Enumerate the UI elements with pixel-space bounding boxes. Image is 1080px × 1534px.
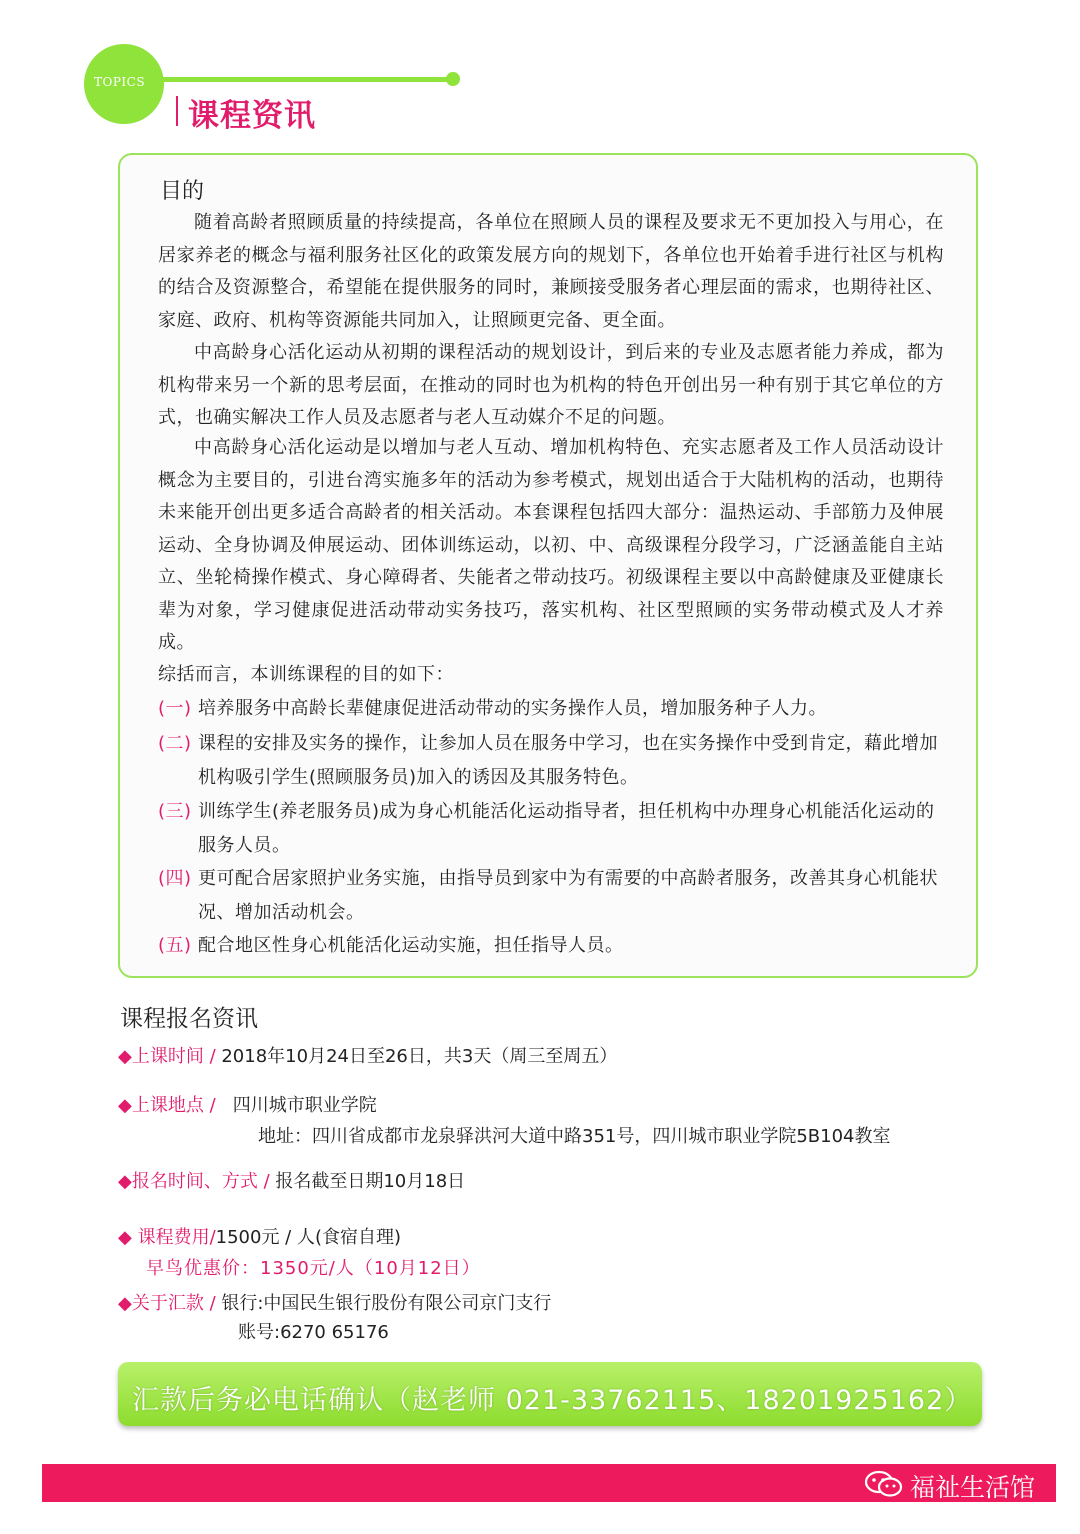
class-time-value: 2018年10月24日至26日，共3天（周三至周五） [221,1046,618,1067]
purpose-paragraph-1: 随着高龄者照顾质量的持续提高，各单位在照顾人员的课程及要求无不更加投入与用心，在居家养老的概念与福利服务社区化的政策发展方向的规划下，各单位也开始着手进行社区与机构的结合及资源整合，希望能在提供服务的同时，兼顾接受服务者心理层面的需求，也期待社区、家庭、政府、机构等资源能共同加入，让照顾更完备、更全面。 [158,212,944,331]
signup-value: 报名截至日期10月18日 [275,1171,466,1192]
header-divider-line [160,77,452,82]
goal-number: (二) [158,733,192,754]
purpose-paragraph-3: 中高龄身心活化运动是以增加与老人互动、增加机构特色、充实志愿者及工作人员活动设计概念为主要目的，引进台湾实施多年的活动为参考模式，规划出适合于大陆机构的活动，也期待未来能开创出更多适合高龄者的相关活动。本套课程包括四大部分：温热运动、手部筋力及伸展运动、全身协调及伸展运动、团体训练运动，以初、中、高级课程分段学习，广泛涵盖能自主站立、坐轮椅操作模式、身心障碍者、失能者之带动技巧。初级课程主要以中高龄健康及亚健康长辈为对象，学习健康促进活动带动实务技巧，落实机构、社区型照顾的实务带动模式及人才养成。 [158,437,944,653]
payment-label: 关于汇款 [131,1293,204,1314]
goal-number: (三) [158,801,192,822]
goal-item [158,929,944,963]
goal-number: (五) [158,935,192,956]
goal-item [158,727,944,794]
diamond-bullet-icon: ◆ [118,1171,132,1192]
class-time-row: ◆上课时间 / 2018年10月24日至26日，共3天（周三至周五） [118,1046,618,1067]
title-accent-bar [176,96,178,126]
wechat-icon [864,1470,904,1498]
purpose-paragraph-2: 中高龄身心活化运动从初期的课程活动的规划设计，到后来的专业及志愿者能力养成，都为机构带来另一个新的思考层面，在推动的同时也为机构的特色开创出另一种有别于其它单位的方式，也确实解决工作人员及志愿者与老人互动媒介不足的问题。 [158,342,944,428]
goal-item [158,692,944,726]
fee-value: 1500元 / 人(食宿自理) [215,1227,402,1248]
payment-row: ◆关于汇款 / 银行:中国民生银行股份有限公司京门支行 [118,1293,552,1314]
class-time-label: 上课时间 [131,1046,204,1067]
brand-name: 福祉生活馆 [910,1473,1036,1502]
class-address: 地址：四川省成都市龙泉驿洪河大道中路351号，四川城市职业学院5B104教室 [258,1126,891,1147]
payment-notice-text: 汇款后务必电话确认（赵老师 021-33762115、18201925162） [132,1385,973,1416]
topics-badge-label: TOPICS [94,75,146,89]
registration-heading: 课程报名资讯 [120,1006,258,1032]
diamond-bullet-icon: ◆ [118,1293,132,1314]
goal-number: (四) [158,868,192,889]
goal-item [158,795,944,862]
class-location-row: ◆上课地点 / 四川城市职业学院 [118,1095,377,1116]
bank-account: 账号:6270 65176 [238,1322,389,1343]
goal-text: 更可配合居家照护业务实施，由指导员到家中为有需要的中高龄者服务，改善其身心机能状况、增加活动机会。 [198,868,938,923]
fee-row: ◆ 课程费用/1500元 / 人(食宿自理) [118,1227,402,1248]
goal-number: (一) [158,698,192,719]
purpose-summary: 综括而言，本训练课程的目的如下： [158,664,454,685]
header-divider-dot [446,72,460,86]
diamond-bullet-icon: ◆ [118,1046,132,1067]
goal-text: 训练学生(养老服务员)成为身心机能活化运动指导者，担任机构中办理身心机能活化运动的服务人员。 [198,801,935,856]
bank-name: 银行:中国民生银行股份有限公司京门支行 [221,1293,552,1314]
diamond-bullet-icon: ◆ [118,1095,132,1116]
goal-text: 课程的安排及实务的操作，让参加人员在服务中学习，也在实务操作中受到肯定，藉此增加机构吸引学生(照顾服务员)加入的诱因及其服务特色。 [198,733,938,788]
goal-text: 培养服务中高龄长辈健康促进活动带动的实务操作人员，增加服务种子人力。 [198,698,827,719]
page-title: 课程资讯 [188,98,316,134]
goal-item [158,862,944,929]
diamond-bullet-icon: ◆ [118,1227,132,1248]
signup-row: ◆报名时间、方式 / 报名截至日期10月18日 [118,1171,466,1192]
early-bird-price: 早鸟优惠价：1350元/人（10月12日） [146,1258,481,1279]
fee-label: 课程费用 [137,1227,210,1248]
class-location-label: 上课地点 [131,1095,204,1116]
signup-label: 报名时间、方式 [131,1171,258,1192]
goal-text: 配合地区性身心机能活化运动实施，担任指导人员。 [198,935,624,956]
purpose-heading: 目的 [160,179,205,204]
class-location-value: 四川城市职业学院 [232,1095,377,1116]
